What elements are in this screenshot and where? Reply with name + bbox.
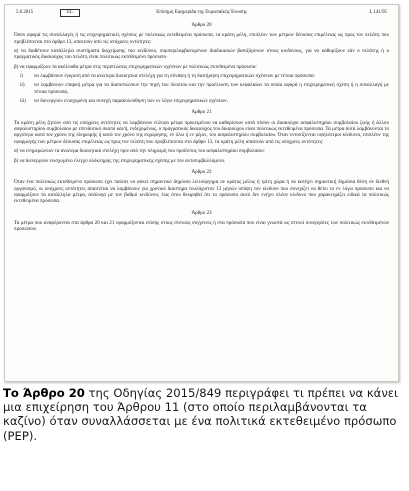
- article-20-subpoint-ii: [20, 82, 389, 95]
- article-20-subpoint-iii: [20, 98, 389, 104]
- article-20-point-a: α) να διαθέτουν κατάλληλα συστήματα διαχείρισης του κινδύνου, συμπεριλαμβανομένων διαδικασιών βασιζόμενων στους κινδύνους, για να καθορίζουν εάν ο πελάτης ή ο πραγματικός δικαιούχος του πελάτη είναι πολιτικώς εκτεθειμένο πρόσωπο·: [14, 48, 389, 61]
- article-20-subpoint-i: [20, 73, 389, 79]
- image-caption: [3, 386, 405, 443]
- document-page-excerpt: [4, 4, 399, 382]
- article-23-title: Άρθρο 23: [191, 209, 212, 216]
- article-21-intro: Τα κράτη μέλη ζητούν από τις υπόχρεες οντότητες να λαμβάνουν εύλογα μέτρα προκειμένου να καθορίσουν κατά πόσον οι δικαιούχοι ασφαλιστηρίου συμβολαίου ζωής ή άλλου ασφαλιστηρίου συμβολαίου με επενδυτικό σκοπό και/ή, ενδεχομένως, ο πραγματικός δικαιούχος του δικαιούχου είναι πολιτικώς εκτεθειμένα πρόσωπα. Τα μέτρα αυτά λαμβάνονται το αργότερο κατά τον χρόνο της πληρωμής ή κατά τον χρόνο της εκχώρησης, εν όλω ή εν μέρει, του ασφαλιστηρίου συμβολαίου. Όταν εντοπίζονται υψηλότεροι κίνδυνοι, επιπλέον της εφαρμογής των μέτρων δέουσας επιμέλειας ως προς τον πελάτη που προβλέπονται στο άρθρο 13, τα κράτη μέλη απαιτούν από τις υπόχρεες οντότητες:: [14, 119, 389, 145]
- article-21-point-b: β) να διενεργούν ενισχυμένο έλεγχο ολόκληρης της επιχειρηματικής σχέσης με τον αντισυμβαλλόμενο.: [14, 157, 226, 164]
- article-21-point-a: α) να ενημερώνουν τα ανώτερα διοικητικά στελέχη πριν από την πληρωμή του προϊόντος του ασφαλιστηρίου συμβολαίου·: [14, 148, 266, 155]
- article-22-title: Άρθρο 22: [191, 168, 212, 175]
- journal-title: Επίσημη Εφημερίδα της Ευρωπαϊκής Ένωσης: [156, 10, 247, 15]
- article-23-text: Τα μέτρα που αναφέρονται στα άρθρα 20 και 21 εφαρμόζονται επίσης στους στενούς συγγενείς ή στα πρόσωπα που είναι γνωστά ως στενοί συνεργάτες των πολιτικώς εκτεθειμένων προσώπων.: [14, 219, 389, 233]
- subpoint-text: να διενεργούν ενισχυμένη και συνεχή παρακολούθηση των εν λόγω επιχειρηματικών σχέσεων.: [34, 98, 228, 105]
- article-21-title: Άρθρο 21: [191, 109, 212, 116]
- subpoint-number: i): [20, 73, 24, 80]
- caption-text: της Οδηγίας 2015/849 περιγράφει τι πρέπει να κάνει μια επιχείρηση του Άρθρου 11 (στο οποίο περιλαμβάνονται τα καζίνο) όταν συναλλάσσεται με ένα πολιτικά εκτεθειμένο πρόσωπο (PEP).: [3, 386, 398, 443]
- subpoint-text: να λαμβάνουν επαρκή μέτρα για να διαπιστώνουν την πηγή του πλούτου και την προέλευση των κεφαλαίων τα οποία αφορά η επιχειρηματική σχέση ή η συναλλαγή με τέτοια πρόσωπα,: [34, 82, 389, 95]
- subpoint-number: iii): [20, 98, 26, 105]
- journal-header: [14, 8, 389, 17]
- article-20-title: Άρθρο 20: [191, 22, 212, 28]
- page-reference: L 141/95: [369, 10, 387, 15]
- language-badge: EL: [60, 9, 80, 17]
- article-20-point-b: β) να εφαρμόζουν τα ακόλουθα μέτρα στις περιπτώσεις επιχειρηματικών σχέσεων με πολιτικώς εκτεθειμένα πρόσωπα:: [14, 63, 257, 70]
- subpoint-number: ii): [20, 82, 25, 89]
- article-20-intro: Όσον αφορά τις συναλλαγές ή τις επιχειρηματικές σχέσεις με πολιτικώς εκτεθειμένα πρόσωπα, τα κράτη μέλη, επιπλέον των μέτρων δέουσας επιμέλειας ως προς τον πελάτη που προβλέπονται στο άρθρο 13, απαιτούν από τις υπόχρεες οντότητες:: [14, 32, 389, 45]
- header-date: 5.6.2015: [16, 10, 34, 15]
- article-22-text: Όταν ένα πολιτικώς εκτεθειμένο πρόσωπο έχει παύσει να ασκεί σημαντικό δημόσιο λειτούργημα σε κράτος μέλος ή τρίτη χώρα ή να κατέχει σημαντική δημόσια θέση σε διεθνή οργανισμό, οι υπόχρεες οντότητες απαιτείται να λαμβάνουν για χρονικό διάστημα τουλάχιστον 12 μηνών υπόψη τον κίνδυνο που συνεχίζει να θέτει το εν λόγω πρόσωπο και να εφαρμόζουν τα κατάλληλα μέτρα, ανάλογα με τον βαθμό κινδύνου, έως ότου θεωρηθεί ότι το πρόσωπο αυτό δεν ενέχει πλέον κίνδυνο που χαρακτηρίζει ειδικά τα πολιτικώς εκτεθειμένα πρόσωπα.: [14, 179, 389, 205]
- subpoint-text: να λαμβάνουν έγκριση από τα ανώτερα διοικητικά στελέχη για τη σύναψη ή τη διατήρηση επιχειρηματικών σχέσεων με τέτοια πρόσωπα·: [34, 73, 316, 80]
- caption-bold: Το Άρθρο 20: [3, 386, 85, 400]
